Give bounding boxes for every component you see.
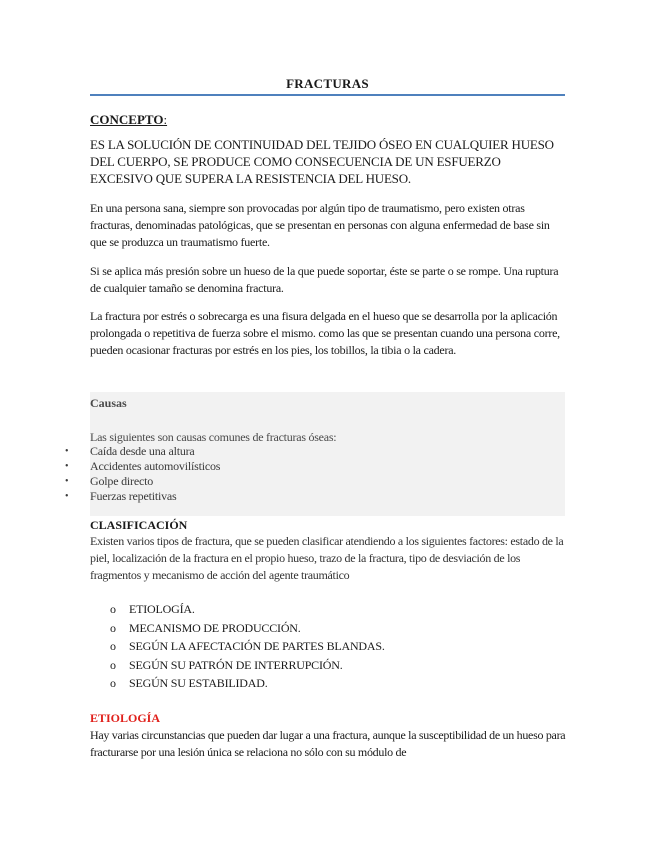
list-item (65, 489, 220, 504)
list-item (110, 619, 385, 638)
list-item (110, 656, 385, 675)
list-item (65, 474, 220, 489)
causas-intro: Las siguientes son causas comunes de fracturas óseas: (90, 430, 337, 444)
etiologia-heading: ETIOLOGÍA (90, 711, 161, 725)
clasificacion-text: Existen varios tipos de fractura, que se pueden clasificar atendiendo a los siguientes factores: estado de la piel, localización de la fractura en el propio hueso, trazo de la fractura, tipo de desviación de los fragmentos y mecanismo de acción del agente traumático (90, 534, 564, 582)
list-item-text: Golpe directo (90, 474, 154, 488)
list-item (110, 674, 385, 693)
list-item-text: SEGÚN SU ESTABILIDAD. (129, 676, 268, 690)
clasificacion-heading: CLASIFICACIÓN (90, 518, 188, 532)
list-item (110, 637, 385, 656)
title-underline-rule (90, 94, 565, 96)
circle-bullet-icon: o (110, 602, 116, 616)
list-item (65, 459, 220, 474)
list-item-text: Accidentes automovilísticos (90, 459, 221, 473)
concepto-label: CONCEPTO (90, 112, 164, 127)
bullet-icon: • (65, 491, 69, 502)
clasificacion-list (110, 600, 385, 693)
concepto-colon: : (163, 112, 168, 127)
list-item (65, 444, 220, 459)
concepto-heading (90, 112, 167, 128)
causas-list (65, 444, 220, 504)
circle-bullet-icon: o (110, 639, 116, 653)
concepto-definition: ES LA SOLUCIÓN DE CONTINUIDAD DEL TEJIDO ÓSEO EN CUALQUIER HUESO DEL CUERPO, SE PRODUCE COMO CONSECUENCIA DE UN ESFUERZO EXCESIVO QUE SUPERA LA RESISTENCIA DEL HUESO. (90, 137, 554, 186)
paragraph-traumatismo: En una persona sana, siempre son provocadas por algún tipo de traumatismo, pero existen otras fracturas, denominadas patológicas, que se presentan en personas con alguna enfermedad de base sin que se produzca un traumatismo fuerte. (90, 201, 550, 249)
list-item (110, 600, 385, 619)
bullet-icon: • (65, 446, 69, 457)
causas-heading: Causas (90, 396, 127, 410)
list-item-text: Caída desde una altura (90, 444, 195, 458)
document-title: FRACTURAS (286, 76, 369, 91)
paragraph-presion: Si se aplica más presión sobre un hueso de la que puede soportar, éste se parte o se rompe. Una ruptura de cualquier tamaño se denomina fractura. (90, 264, 559, 295)
bullet-icon: • (65, 476, 69, 487)
circle-bullet-icon: o (110, 676, 116, 690)
paragraph-estres: La fractura por estrés o sobrecarga es una fisura delgada en el hueso que se desarrolla por la aplicación prolongada o repetitiva de fuerza sobre el mismo. como las que se presentan cuando una persona corre, pueden ocasionar fracturas por estrés en los pies, los tobillos, la tibia o la cadera. (90, 309, 560, 357)
etiologia-text: Hay varias circunstancias que pueden dar lugar a una fractura, aunque la susceptibilidad de un hueso para fracturarse por una lesión única se relaciona no sólo con su módulo de (90, 728, 566, 759)
list-item-text: MECANISMO DE PRODUCCIÓN. (129, 620, 301, 635)
list-item-text: SEGÚN SU PATRÓN DE INTERRUPCIÓN. (129, 657, 343, 672)
bullet-icon: • (65, 461, 69, 472)
circle-bullet-icon: o (110, 657, 116, 672)
list-item-text: Fuerzas repetitivas (90, 489, 177, 503)
list-item-text: ETIOLOGÍA. (129, 602, 195, 616)
list-item-text: SEGÚN LA AFECTACIÓN DE PARTES BLANDAS. (129, 639, 385, 653)
circle-bullet-icon: o (110, 620, 116, 635)
